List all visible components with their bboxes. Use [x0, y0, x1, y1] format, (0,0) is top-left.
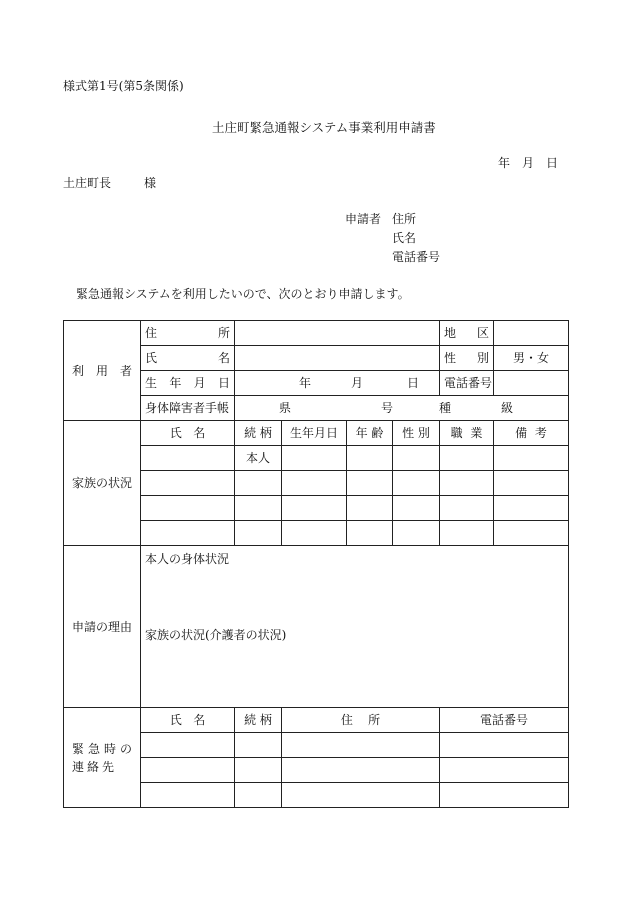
district-label: 地 区: [440, 321, 494, 346]
emergency-name-cell[interactable]: [141, 783, 235, 808]
family-header-row: [64, 421, 569, 446]
birth-field[interactable]: 年 月 日: [235, 371, 440, 396]
family-header-name: 氏 名: [141, 421, 235, 446]
emergency-section-label: 緊 急 時 の 連 絡 先: [64, 708, 141, 808]
emergency-relation-cell[interactable]: [235, 783, 282, 808]
family-name-cell[interactable]: [141, 446, 235, 471]
emergency-relation-cell[interactable]: [235, 758, 282, 783]
family-relation-cell[interactable]: [235, 521, 282, 546]
phone-field[interactable]: [494, 371, 569, 396]
family-sex-cell[interactable]: [393, 446, 440, 471]
emergency-relation-cell[interactable]: [235, 733, 282, 758]
emergency-header-name: 氏 名: [141, 708, 235, 733]
address-field[interactable]: [235, 321, 440, 346]
emergency-header-address: 住 所: [282, 708, 440, 733]
sex-label: 性 別: [440, 346, 494, 371]
phone-label: 電話番号: [440, 371, 494, 396]
reason-row: [64, 546, 569, 708]
family-name-cell[interactable]: [141, 496, 235, 521]
family-section-label: 家族の状況: [64, 421, 141, 546]
family-age-cell[interactable]: [347, 496, 393, 521]
family-age-cell[interactable]: [347, 521, 393, 546]
family-header-birth: 生年月日: [282, 421, 347, 446]
date-year: 年: [498, 156, 511, 170]
reason-section-label: 申請の理由: [64, 546, 141, 708]
family-status-label: 家族の状況(介護者の状況): [145, 628, 287, 642]
emergency-phone-cell[interactable]: [440, 733, 569, 758]
family-job-cell[interactable]: [440, 471, 494, 496]
user-section-label: 利 用 者: [64, 321, 141, 421]
family-name-cell[interactable]: [141, 471, 235, 496]
family-job-cell[interactable]: [440, 446, 494, 471]
name-label: 氏 名: [141, 346, 235, 371]
family-job-cell[interactable]: [440, 521, 494, 546]
form-number: 様式第1号(第5条関係): [63, 79, 184, 93]
family-header-age: 年 齢: [347, 421, 393, 446]
honorific: 様: [144, 176, 157, 190]
emergency-name-cell[interactable]: [141, 758, 235, 783]
family-header-relation: 続 柄: [235, 421, 282, 446]
emergency-phone-cell[interactable]: [440, 783, 569, 808]
family-birth-cell[interactable]: [282, 496, 347, 521]
handbook-label: 身体障害者手帳: [141, 396, 235, 421]
intro-text: 緊急通報システムを利用したいので、次のとおり申請します。: [76, 287, 410, 301]
family-sex-cell[interactable]: [393, 471, 440, 496]
family-relation-cell[interactable]: 本人: [235, 446, 282, 471]
emergency-name-cell[interactable]: [141, 733, 235, 758]
family-age-cell[interactable]: [347, 471, 393, 496]
address-label: 住 所: [141, 321, 235, 346]
applicant-address-label: 住所: [392, 212, 417, 226]
family-note-cell[interactable]: [494, 446, 569, 471]
emergency-header-phone: 電話番号: [440, 708, 569, 733]
emergency-header-row: [64, 708, 569, 733]
family-sex-cell[interactable]: [393, 496, 440, 521]
emergency-address-cell[interactable]: [282, 733, 440, 758]
addressee: 土庄町長: [63, 176, 112, 190]
emergency-header-relation: 続 柄: [235, 708, 282, 733]
user-row-address: [64, 321, 569, 346]
name-field[interactable]: [235, 346, 440, 371]
family-note-cell[interactable]: [494, 521, 569, 546]
sex-field[interactable]: 男・女: [494, 346, 569, 371]
emergency-phone-cell[interactable]: [440, 758, 569, 783]
birth-label: 生 年 月 日: [141, 371, 235, 396]
date-day: 日: [546, 156, 559, 170]
family-name-cell[interactable]: [141, 521, 235, 546]
family-note-cell[interactable]: [494, 496, 569, 521]
handbook-field[interactable]: 県 号 種 級: [235, 396, 569, 421]
emergency-address-cell[interactable]: [282, 758, 440, 783]
family-header-sex: 性 別: [393, 421, 440, 446]
family-age-cell[interactable]: [347, 446, 393, 471]
applicant-label: 申請者: [345, 212, 382, 226]
family-birth-cell[interactable]: [282, 446, 347, 471]
reason-field[interactable]: [141, 546, 569, 708]
family-sex-cell[interactable]: [393, 521, 440, 546]
application-table: [63, 320, 569, 808]
family-relation-cell[interactable]: [235, 496, 282, 521]
applicant-name-label: 氏名: [392, 231, 417, 245]
family-birth-cell[interactable]: [282, 521, 347, 546]
applicant-phone-label: 電話番号: [392, 250, 441, 264]
form-title: 土庄町緊急通報システム事業利用申請書: [212, 120, 436, 135]
family-header-job: 職 業: [440, 421, 494, 446]
family-note-cell[interactable]: [494, 471, 569, 496]
family-birth-cell[interactable]: [282, 471, 347, 496]
date-month: 月: [522, 156, 535, 170]
family-header-note: 備 考: [494, 421, 569, 446]
family-job-cell[interactable]: [440, 496, 494, 521]
district-field[interactable]: [494, 321, 569, 346]
family-relation-cell[interactable]: [235, 471, 282, 496]
body-status-label: 本人の身体状況: [145, 552, 230, 566]
emergency-address-cell[interactable]: [282, 783, 440, 808]
